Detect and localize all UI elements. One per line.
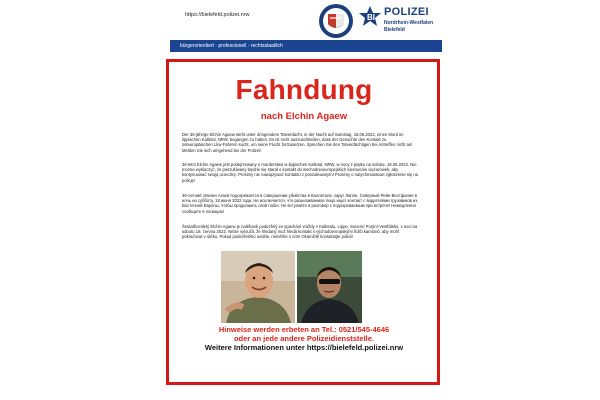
paragraph-german: Der 36-jährige Elchin Agaew steht unter dringendem Tatverdacht, in der Nacht auf Samstag, 18.06.2022, einen Mord im lippischen Kalletal, NRW, begangen zu haben. Es ist nicht auszuschließen, dass der Gesuchte den Kontakt zu osteuropäischen Lkw-Fahrern sucht, um seine Flucht fortzusetzen. Sprechen Sie den Tatverdächtigen bei Antreffen nicht an! Melden Sie sich umgehend bei der Polizei! [182, 132, 413, 153]
suspect-photo-2 [297, 251, 362, 323]
more-info-link[interactable]: Weitere Informationen unter https://bielefeld.polizei.nrw [204, 343, 404, 352]
suspect-photo-1 [221, 251, 295, 323]
paragraph-polish: 36-letni Elchin Agaew jest podejrzewany o morderstwo w lippischen Kalletal, NRW, w nocy z piątku na sobotę, 18.06.2022. Nie można wykluczyć, że poszukiwany będzie się starał o kontakt do wschodnioeuropejskich kierowców ciężarówek, aby kontynuować swoją ucieczkę. Prosimy nie nawiązywać kontaktu z poszukiwanym! Prosimy o natychmiastowe zgłoszenie się na policję! [182, 162, 418, 183]
badge-text: BI [367, 13, 375, 22]
paragraph-russian: 36-летний Эльчин Агаев подозревается в совершении убийства в Каллетале, округ Липпе, Северный Рейн-Вестфалия в ночь на субботу, 18 июня 2022 года. Не исключается, что разыскиваемое лицо ищет контакт с водителями грузовиков из Восточной Европы, чтобы продолжить свой побег. Не вступайте в разговор с подозреваемым при встрече! Немедленно сообщите в полицию! [182, 193, 418, 214]
poster-title: Fahndung [235, 74, 373, 105]
logo-region: Nordrhein-Westfalen [384, 20, 434, 26]
hint-phone: Hinweise werden erbeten an Tel.: 0521/545-4646 [218, 325, 390, 334]
page-url[interactable]: https://bielefeld.polizei.nrw [185, 12, 250, 18]
tagline-bar: bürgerorientiert · professionell · rechtsstaatlich [170, 40, 442, 52]
poster-subtitle: nach Elchin Agaew [260, 111, 348, 122]
police-logo [317, 2, 443, 40]
nrw-crest-icon [317, 2, 355, 40]
hint-station: oder an jede andere Polizeidienststelle. [233, 334, 375, 343]
logo-name: POLIZEI [384, 6, 429, 18]
logo-city: Bielefeld [384, 27, 405, 33]
paragraph-czech: Šestatřicetiletý Elchin Agaew je naléhavě podezřelý ze spáchání vraždy v Kalletalu, Lippe, Severní Porýní-Vestfálsko, v noci na sobotu 18. června 2022. Nelze vyloučit, že hledaný muž hledá kontakt s východoevropskými řidiči kamionů, aby mohl pokračovat v útěku. Pokud podezřelého uvidíte, neměňte s ním! Okamžitě kontaktujte policii! [182, 224, 418, 240]
